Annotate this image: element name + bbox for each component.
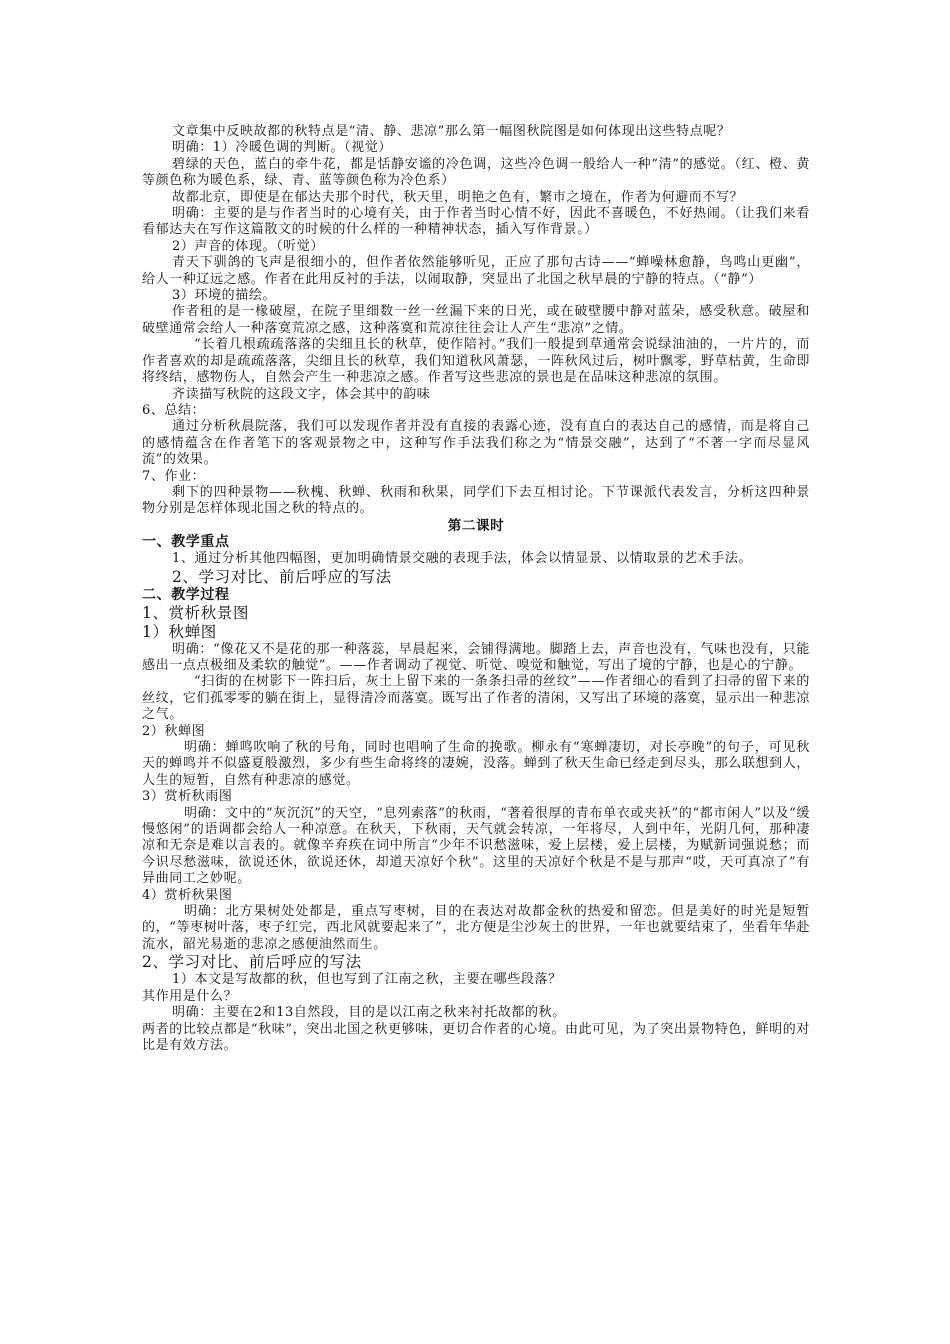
document-page [142, 124, 810, 1054]
lesson-title: 第二课时 [447, 517, 505, 534]
paragraph: 明确：主要的是与作者当时的心境有关，由于作者当时心情不好，因此不喜暖色，不好热闹。（让我们来看看郁达夫在写作这篇散文的时候的什么样的一种精神状态，插入写作背景。） [142, 206, 810, 238]
paragraph: 剩下的四种景物——秋槐、秋蝉、秋雨和秋果，同学们下去互相讨论。下节课派代表发言，分析这四种景物分别是怎样体现北国之秋的特点的。 [142, 484, 810, 517]
paragraph: 明确：北方果树处处都是，重点写枣树，目的在表达对故都金秋的热爱和留恋。但是美好的时光是短暂的，“等枣树叶落，枣子红完，西北风就要起来了”，北方便是尘沙灰土的世界，一年也就要结束了，坐看年华赴流水，韶光易逝的悲凉之感便油然而生。 [142, 904, 810, 952]
paragraph: 碧绿的天色，蓝白的牵牛花，都是恬静安谧的冷色调，这些冷色调一般给人一种“清”的感觉。（红、橙、黄等颜色称为暖色系，绿、青、蓝等颜色称为冷色系） [142, 156, 810, 189]
subsection-heading: 2、学习对比、前后呼应的写法 [142, 953, 362, 972]
paragraph: 2、学习对比、前后呼应的写法 [172, 567, 392, 586]
paragraph: 其作用是什么？ [142, 988, 238, 1004]
paragraph: 明确：蝉鸣吹响了秋的号角，同时也唱响了生命的挽歌。柳永有“寒蝉凄切，对长亭晚”的句子，可见秋天的蝉鸣并不似盛夏般激烈，多少有些生命将终的凄婉，没落。蝉到了秋天生命已经走到尽头，那么联想到人，人生的短暂，自然有种悲凉的感觉。 [142, 740, 810, 788]
paragraph: 2）声音的体现。（听觉） [172, 238, 324, 254]
subsection-heading: 1、赏析秋景图 [142, 603, 250, 622]
subsection-heading: 4）赏析秋果图 [142, 887, 233, 903]
paragraph: 1、通过分析其他四幅图，更加明确情景交融的表现手法，体会以情显景、以情取景的艺术手法。 [172, 551, 753, 567]
paragraph: 明确：“像花又不是花的那一种落蕊，早晨起来，会铺得满地。脚踏上去，声音也没有，气味也没有，只能感出一点点极细及柔软的触觉”。——作者调动了视觉、听觉、嗅觉和触觉，写出了境的宁静，也是心的宁静。 [142, 641, 810, 673]
paragraph: 1）本文是写故都的秋，但也写到了江南之秋，主要在哪些段落？ [172, 972, 562, 988]
section-heading: 二、教学过程 [142, 586, 230, 603]
subsection-heading: 3）赏析秋雨图 [142, 789, 233, 805]
paragraph: 明确：主要在2和13自然段，目的是以江南之秋来衬托故都的秋。 [172, 1005, 566, 1021]
subsection-heading: 2）秋蝉图 [142, 723, 206, 739]
paragraph: 3）环境的描绘。 [172, 288, 277, 304]
paragraph: 通过分析秋晨院落，我们可以发现作者并没有直接的表露心迹，没有直白的表达自己的感情，而是将自己的感情蕴含在作者笔下的客观景物之中，这种写作手法我们称之为“情景交融”，达到了“不著一字而尽显风流”的效果。 [142, 419, 810, 468]
section-heading: 一、教学重点 [142, 534, 230, 551]
paragraph: 齐读描写秋院的这段文字，体会其中的韵味 [172, 386, 431, 402]
paragraph: 文章集中反映故都的秋特点是“清、静、悲凉”那么第一幅图秋院图是如何体现出这些特点呢？ [172, 124, 731, 139]
paragraph: 作者租的是一椽破屋，在院子里细数一丝一丝漏下来的日光，或在破壁腰中静对蓝朵，感受秋意。破屋和破壁通常会给人一种落寞荒凉之感，这种落寞和荒凉往往会让人产生“悲凉”之情。 [142, 304, 810, 336]
subsection-heading: 1）秋蝉图 [142, 622, 217, 641]
section-heading: 7、作业： [142, 468, 206, 484]
paragraph: 明确：1）冷暖色调的判断。（视觉） [172, 140, 392, 156]
paragraph: 故都北京，即使是在郁达夫那个时代，秋天里，明艳之色有，繁市之境在，作者为何避而不写？ [172, 189, 744, 205]
paragraph: 两者的比较点都是“秋味”，突出北国之秋更够味，更切合作者的心境。由此可见，为了突出景物特色，鲜明的对比是有效方法。 [142, 1021, 810, 1053]
paragraph: “长着几根疏疏落落的尖细且长的秋草，使作陪衬。”我们一般提到草通常会说绿油油的，一片片的，而作者喜欢的却是疏疏落落，尖细且长的秋草，我们知道秋风萧瑟，一阵秋风过后，树叶飘零，野草枯黄，生命即将终结，感物伤人，自然会产生一种悲凉之感。作者写这些悲凉的景也是在品味这种悲凉的氛围。 [142, 337, 810, 386]
section-heading: 6、总结： [142, 402, 206, 418]
paragraph: “扫街的在树影下一阵扫后，灰土上留下来的一条条扫帚的丝纹”——作者细心的看到了扫帚的留下来的丝纹，它们孤零零的躺在街上，显得清冷而落寞。既写出了作者的清闲，又写出了环境的落寞，显示出一种悲凉之气。 [142, 674, 810, 723]
paragraph: 明确：文中的“灰沉沉”的天空，“息列索落”的秋雨，“著着很厚的青布单衣或夹袄”的“都市闲人”以及“缓慢悠闲”的语调都会给人一种凉意。在秋天，下秋雨，天气就会转凉，一年将尽，人到中年，光阴几何，那种凄凉和无奈是难以言表的。就像辛弃疾在词中所言“少年不识愁滋味，爱上层楼，爱上层楼，为赋新词强说愁；而今识尽愁滋味，欲说还休，欲说还休，却道天凉好个秋”。这里的天凉好个秋是不是与那声“哎，天可真凉了”有异曲同工之妙呢。 [142, 805, 810, 887]
paragraph: 青天下驯鸽的飞声是很细小的，但作者依然能够听见，正应了那句古诗——“蝉噪林愈静，鸟鸣山更幽”，给人一种辽远之感。作者在此用反衬的手法，以闹取静，突显出了北国之秋早晨的宁静的特点。（“静”） [142, 255, 810, 287]
